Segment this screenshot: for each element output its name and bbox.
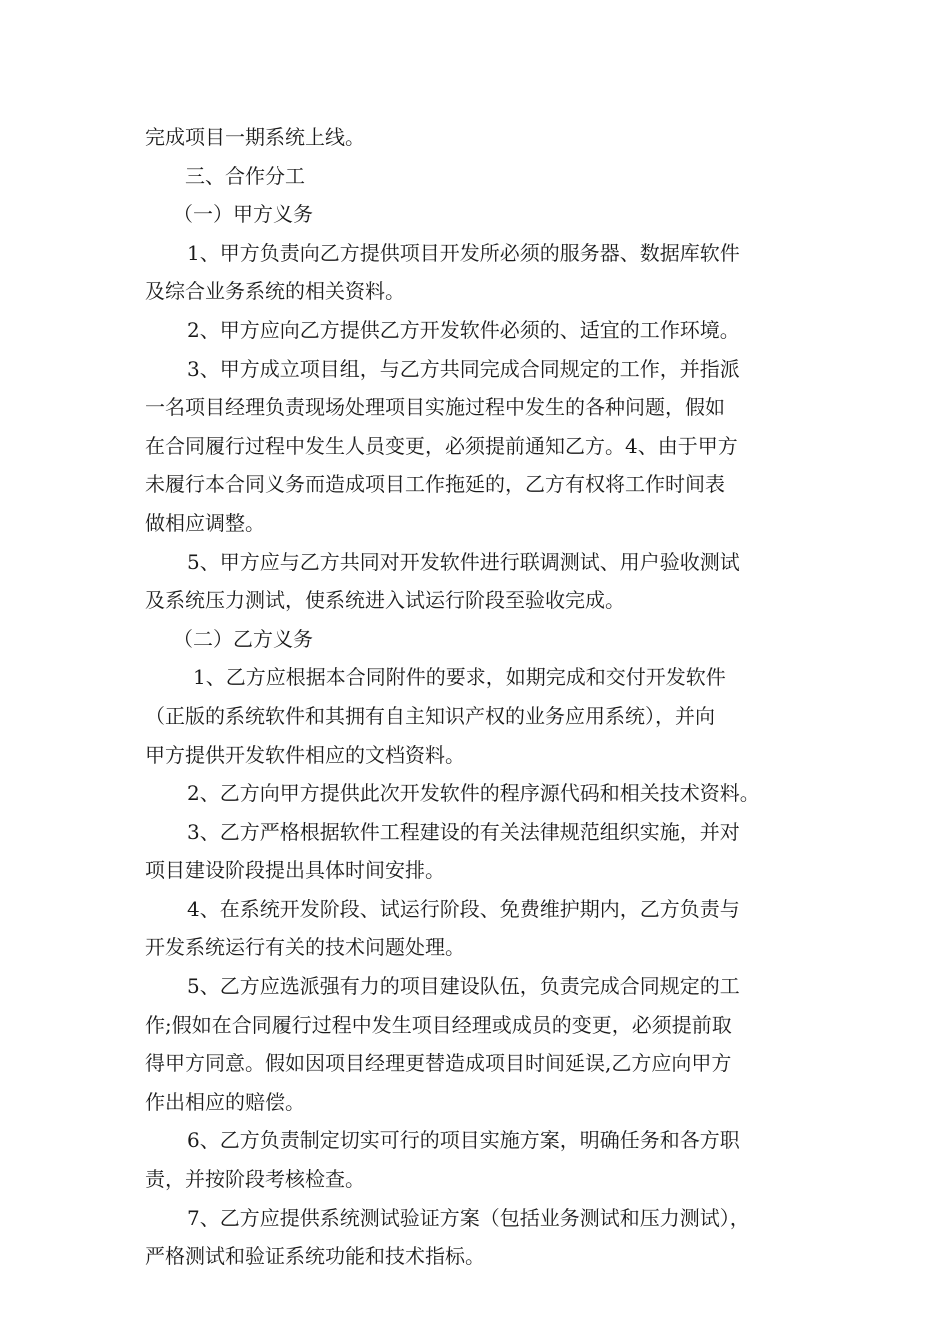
subsection-heading: （一）甲方义务 <box>173 202 313 227</box>
text-line: 在合同履行过程中发生人员变更，必须提前通知乙方。4、由于甲方 <box>145 433 738 458</box>
text-line: 3、乙方严格根据软件工程建设的有关法律规范组织实施，并对 <box>187 819 740 844</box>
text-line: 1、乙方应根据本合同附件的要求，如期完成和交付开发软件 <box>193 665 726 690</box>
subsection-heading: （二）乙方义务 <box>173 626 313 651</box>
section-heading: 三、合作分工 <box>185 163 305 188</box>
text-line: 作;假如在合同履行过程中发生项目经理或成员的变更，必须提前取 <box>145 1012 732 1037</box>
text-line: 4、在系统开发阶段、试运行阶段、免费维护期内，乙方负责与 <box>187 896 740 921</box>
document-body <box>145 118 815 1276</box>
text-line: 责，并按阶段考核检查。 <box>145 1167 365 1192</box>
text-line: 开发系统运行有关的技术问题处理。 <box>145 935 465 960</box>
text-line: 甲方提供开发软件相应的文档资料。 <box>145 742 465 767</box>
text-line: 1、甲方负责向乙方提供项目开发所必须的服务器、数据库软件 <box>187 240 740 265</box>
text-line: 3、甲方成立项目组，与乙方共同完成合同规定的工作，并指派 <box>187 356 740 381</box>
text-line: 5、甲方应与乙方共同对开发软件进行联调测试、用户验收测试 <box>187 549 740 574</box>
text-line: 及系统压力测试，使系统进入试运行阶段至验收完成。 <box>145 588 625 613</box>
text-line: 2、乙方向甲方提供此次开发软件的程序源代码和相关技术资料。 <box>187 781 760 806</box>
text-line: 未履行本合同义务而造成项目工作拖延的，乙方有权将工作时间表 <box>145 472 725 497</box>
text-line: 及综合业务系统的相关资料。 <box>145 279 405 304</box>
text-line: 严格测试和验证系统功能和技术指标。 <box>145 1244 485 1269</box>
text-line: 6、乙方负责制定切实可行的项目实施方案，明确任务和各方职 <box>187 1128 740 1153</box>
text-line: 2、甲方应向乙方提供乙方开发软件必须的、适宜的工作环境。 <box>187 317 740 342</box>
text-line: 作出相应的赔偿。 <box>145 1089 305 1114</box>
text-line: 完成项目一期系统上线。 <box>145 125 365 149</box>
text-line: （正版的系统软件和其拥有自主知识产权的业务应用系统），并向 <box>145 703 715 728</box>
text-line: 7、乙方应提供系统测试验证方案（包括业务测试和压力测试）， <box>187 1205 750 1230</box>
text-line: 5、乙方应选派强有力的项目建设队伍，负责完成合同规定的工 <box>187 974 740 999</box>
text-line: 得甲方同意。假如因项目经理更替造成项目时间延误,乙方应向甲方 <box>145 1051 732 1076</box>
text-line: 一名项目经理负责现场处理项目实施过程中发生的各种问题，假如 <box>145 395 725 420</box>
text-line: 项目建设阶段提出具体时间安排。 <box>145 858 445 883</box>
text-line: 做相应调整。 <box>145 510 265 535</box>
